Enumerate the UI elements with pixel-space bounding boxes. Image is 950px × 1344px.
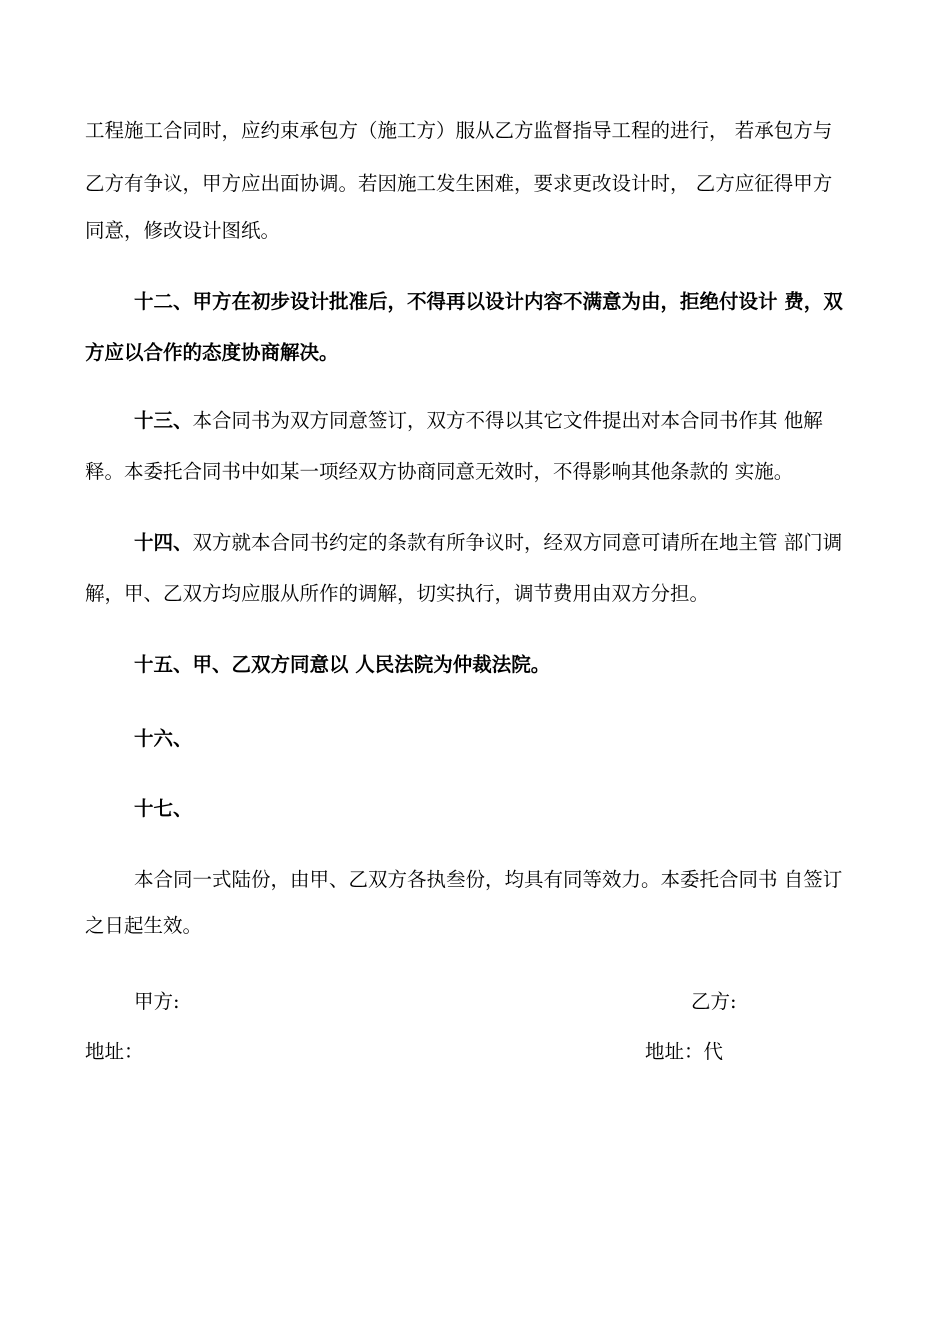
closing-line-2: 之日起生效。 — [85, 914, 203, 937]
clause-12-line-1: 十二、甲方在初步设计批准后，不得再以设计内容不满意为由，拒绝付设计 费，双 — [134, 290, 843, 313]
closing-line-1: 本合同一式陆份，由甲、乙双方各执叁份，均具有同等效力。本委托合同书 自签订 — [134, 868, 843, 891]
clause-13-line-1 — [134, 409, 875, 433]
party-a-label: 甲方: — [134, 990, 180, 1013]
clause-12-line-2: 方应以合作的态度协商解决。 — [85, 341, 339, 364]
clause-11-line-3: 同意，修改设计图纸。 — [85, 219, 281, 242]
clause-14-number: 十四、 — [134, 531, 193, 554]
clause-17-line-1: 十七、 — [134, 797, 193, 820]
clause-14-line-2: 解，甲、乙双方均应服从所作的调解，切实执行，调节费用由双方分担。 — [85, 582, 710, 605]
clause-13-text: 本合同书为双方同意签订，双方不得以其它文件提出对本合同书作其 他解 — [192, 409, 823, 432]
clause-14-line-1 — [134, 531, 875, 555]
clause-13-number: 十三、 — [134, 409, 193, 432]
clause-16-line-1: 十六、 — [134, 727, 193, 750]
party-b-address: 地址：代 — [645, 1040, 724, 1063]
clause-14-text: 双方就本合同书约定的条款有所争议时，经双方同意可请所在地主管 部门调 — [192, 531, 843, 554]
clause-15-line-1: 十五、甲、乙双方同意以 人民法院为仲裁法院。 — [134, 653, 551, 676]
clause-13-line-2: 释。本委托合同书中如某一项经双方协商同意无效时，不得影响其他条款的 实施。 — [85, 460, 794, 483]
party-b-label: 乙方: — [691, 990, 737, 1013]
party-a-address: 地址： — [85, 1040, 144, 1063]
clause-11-line-2: 乙方有争议，甲方应出面协调。若因施工发生困难，要求更改设计时， 乙方应征得甲方 — [85, 172, 833, 195]
clause-11-line-1: 工程施工合同时，应约束承包方（施工方）服从乙方监督指导工程的进行， 若承包方与 — [85, 119, 833, 142]
